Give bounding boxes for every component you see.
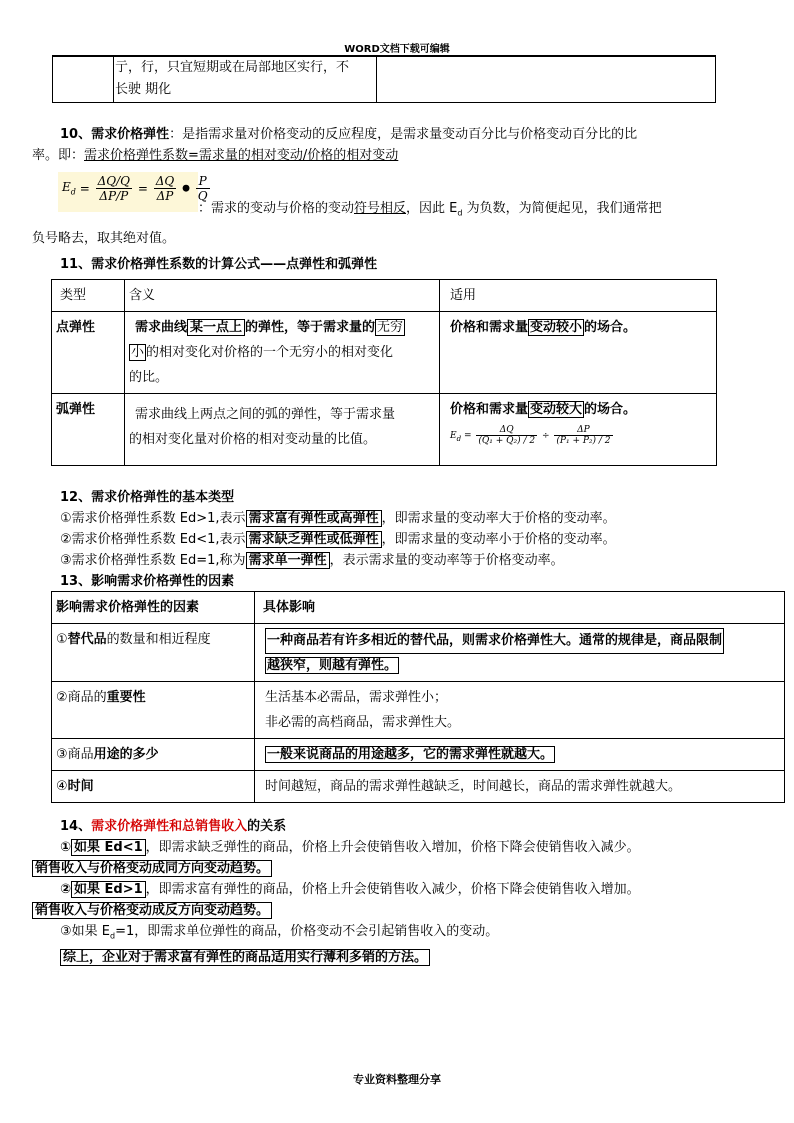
s13-r4-a: ④ [56,779,68,794]
s10-text: ：是指需求量对价格变动的反应程度，是需求量变动百分比与价格变动百分比的比 [169,127,638,142]
page-footer: 专业资料整理分享 [353,1073,441,1086]
s13-r3-b: 用途的多少 [93,747,159,762]
s10-after-formula [198,198,718,224]
s12-l2-box: 需求缺乏弹性或低弹性 [246,531,382,548]
s11-row2-type [52,394,125,466]
s11-r1-box1: 某一点上 [187,319,245,336]
s14-l2-box: 如果 Ed>1 [71,881,146,898]
s11-head-type-text: 类型 [60,288,87,303]
s14-l3-b: =1，即需求单位弹性的商品，价格变动不会引起销售收入的变动。 [115,924,499,939]
continued-cell-text [114,57,377,103]
s10-after-b: ，因此 E [406,201,458,216]
s13-r2-effect [255,682,785,739]
s11-r2-m-b: 的相对变化量对价格的相对变动量的比值。 [129,432,377,447]
formula-eq-2: = [137,181,148,196]
s14-l1-c: 销售收入与价格变动成同方向变动趋势。 [32,860,272,877]
s11-r1-m-b: 的弹性，等于需求量的 [245,320,376,335]
continued-line-1: 亍，行，只宜短期或在局部地区实行，不 [115,60,350,75]
s13-r2-factor [52,682,255,739]
frac2-den: ΔP [156,189,174,203]
s14-l1-box: 如果 Ed<1 [71,839,146,856]
s10-after-underline: 符号相反 [354,201,407,216]
formula-frac-1 [96,174,132,203]
s13-r4-b: 时间 [67,779,94,794]
s13-r3-d: 一般来说商品的用途越多，它的需求弹性就越大。 [267,747,554,762]
s11-row1-use [440,312,717,394]
continued-line-2: 长驶 期化 [115,82,172,97]
s12-l3-box: 需求单一弹性 [246,552,330,569]
s10-after-a: ：需求的变动与价格的变动 [198,201,355,216]
s12-l3-b: ，表示需求量的变动率等于价格变动率。 [329,553,564,568]
s10-after-c: 为负数，为简便起见，我们通常把 [462,201,662,216]
s11-row1-type-text: 点弹性 [56,320,96,335]
s13-r1-effect [255,624,785,682]
s11-head-use [440,280,717,312]
s13-r1-d1: 一种商品若有许多相近的替代品，则需求价格弹性大。通常的规律是，商品限制 [265,628,724,654]
s14-title-red: 需求价格弹性和总销售收入 [91,819,248,834]
s11-r1-u-b: 的场合。 [584,320,637,335]
s13-r1-factor [52,624,255,682]
section-12 [60,487,616,592]
arc-frac-1 [476,425,537,446]
elasticity-factors-table [51,591,785,803]
formula-sub: d [70,187,76,197]
s11-r1-u-box: 变动较小 [530,320,583,335]
s11-r2-u-b: 的场合。 [584,402,637,417]
s13-r2-d2: 非必需的高档商品，需求弹性大。 [265,715,461,730]
s13-r2-b: 重要性 [106,690,146,705]
s12-l1-a: ①需求价格弹性系数 Ed>1,表示 [60,511,246,526]
s13-head-factor [52,592,255,624]
s11-row1-type [52,312,125,394]
s13-head-effect-text: 具体影响 [263,600,316,615]
s10-title: 需求价格弹性 [91,127,170,142]
s13-r1-c: 的数量和相近程度 [106,632,211,647]
s13-title: 13、影响需求价格弹性的因素 [60,574,235,589]
arc-f-lhs: E [450,431,457,441]
s11-r2-u-box: 变动较大 [530,402,583,417]
s13-head-effect [255,592,785,624]
s12-title: 12、需求价格弹性的基本类型 [60,490,235,505]
s14-l3-sub: d [110,931,116,941]
formula-dot: ● [182,183,190,194]
s11-r1-m-c: 的相对变化对价格的一个无穷小的相对变化 [146,345,394,360]
s11-head-meaning-text: 含义 [129,288,156,303]
s11-head-meaning [125,280,440,312]
s11-head-use-text: 适用 [450,288,477,303]
s12-l3-a: ③需求价格弹性系数 Ed=1,称为 [60,553,246,568]
s12-l2-a: ②需求价格弹性系数 Ed<1,表示 [60,532,246,547]
arc-f-sub: d [456,434,462,443]
s13-r4-d: 时间越短，商品的需求弹性越缺乏，时间越长，商品的需求弹性就越大。 [265,779,682,794]
s10-definition: 需求价格弹性系数=需求量的相对变动/价格的相对变动 [84,148,399,163]
s14-l2-c: 销售收入与价格变动成反方向变动趋势。 [32,902,272,919]
s13-r3-effect [255,739,785,771]
continued-cell-empty-right [377,57,716,103]
s14-l2-b: ，即需求富有弹性的商品，价格上升会使销售收入减少，价格下降会使销售收入增加。 [145,882,640,897]
s12-l1-b: ，即需求量的变动率大于价格的变动率。 [381,511,616,526]
s12-l2-b: ，即需求量的变动率小于价格的变动率。 [381,532,616,547]
section-10 [32,124,732,166]
s13-r4-factor [52,771,255,803]
s10-number: 10、 [60,127,92,142]
s14-l4: 综上，企业对于需求富有弹性的商品适用实行薄利多销的方法。 [60,949,430,966]
s11-r1-box2b: 小 [131,345,145,360]
frac1-den: ΔP/P [99,189,129,203]
s11-r1-box2a: 无穷 [377,320,404,335]
s11-r1-m-d: 的比。 [129,370,169,385]
elasticity-formula-table [51,279,717,466]
frac1-num: ΔQ/Q [97,174,130,188]
s11-title: 11、需求价格弹性系数的计算公式——点弹性和弧弹性 [60,257,378,272]
s13-r1-a: ① [56,632,68,647]
frac2-num: ΔQ [155,174,175,188]
s11-r2-m-a: 需求曲线上两点之间的弧的弹性，等于需求量 [135,407,396,422]
s13-r1-b: 替代品 [67,632,107,647]
frac3-den: Q [197,189,208,203]
frac3-num: P [196,174,210,189]
s13-head-factor-text: 影响需求价格弹性的因素 [56,600,200,615]
s14-title-rest: 的关系 [247,819,287,834]
s14-l3-a: ③如果 E [60,924,111,939]
arc-frac2-num: ΔP [554,425,612,436]
arc-elasticity-formula [440,425,716,446]
s13-r2-d1: 生活基本必需品，需求弹性小； [265,690,448,705]
arc-frac2-den: (P₁ + P₂) / 2 [556,436,611,446]
s14-l2-a: ② [60,882,72,897]
s10-line3: 负号略去，取其绝对值。 [32,231,176,246]
elasticity-formula [58,172,208,212]
s13-r2-a: ②商品的 [56,690,107,705]
formula-eq: = [79,181,90,196]
formula-lhs: E [62,180,71,195]
formula-frac-2 [154,174,177,203]
s11-r2-u-a: 价格和需求量 [450,402,529,417]
s11-r1-m-a: 需求曲线 [135,320,188,335]
s11-row2-meaning [125,394,440,466]
arc-f-eq: = [463,431,472,441]
continued-cell-empty [53,57,114,103]
arc-frac1-num: ΔQ [476,425,537,436]
s13-r3-factor [52,739,255,771]
s11-row2-use [440,394,717,466]
arc-frac-2 [554,425,612,446]
section-14 [32,816,772,968]
arc-frac1-den: (Q₁ + Q₂) / 2 [478,436,536,446]
s14-number: 14、 [60,819,92,834]
s11-row1-meaning [125,312,440,394]
s13-r4-effect [255,771,785,803]
s14-l1-b: ，即需求缺乏弹性的商品，价格上升会使销售收入增加，价格下降会使销售收入减少。 [145,840,640,855]
s12-l1-box: 需求富有弹性或高弹性 [246,510,382,527]
continued-table [52,56,716,103]
s13-r3-a: ③商品 [56,747,94,762]
s10-line2-prefix: 率。即： [32,148,85,163]
s10-after-sub: d [457,208,463,218]
page-header: WORD文档下载可编辑 [344,44,450,55]
s14-l1-a: ① [60,840,72,855]
s11-head-type [52,280,125,312]
arc-f-div: ÷ [541,431,550,441]
s11-r1-u-a: 价格和需求量 [450,320,529,335]
s13-r1-d2: 越狭窄，则越有弹性。 [267,658,398,673]
s11-row2-type-text: 弧弹性 [56,402,96,417]
